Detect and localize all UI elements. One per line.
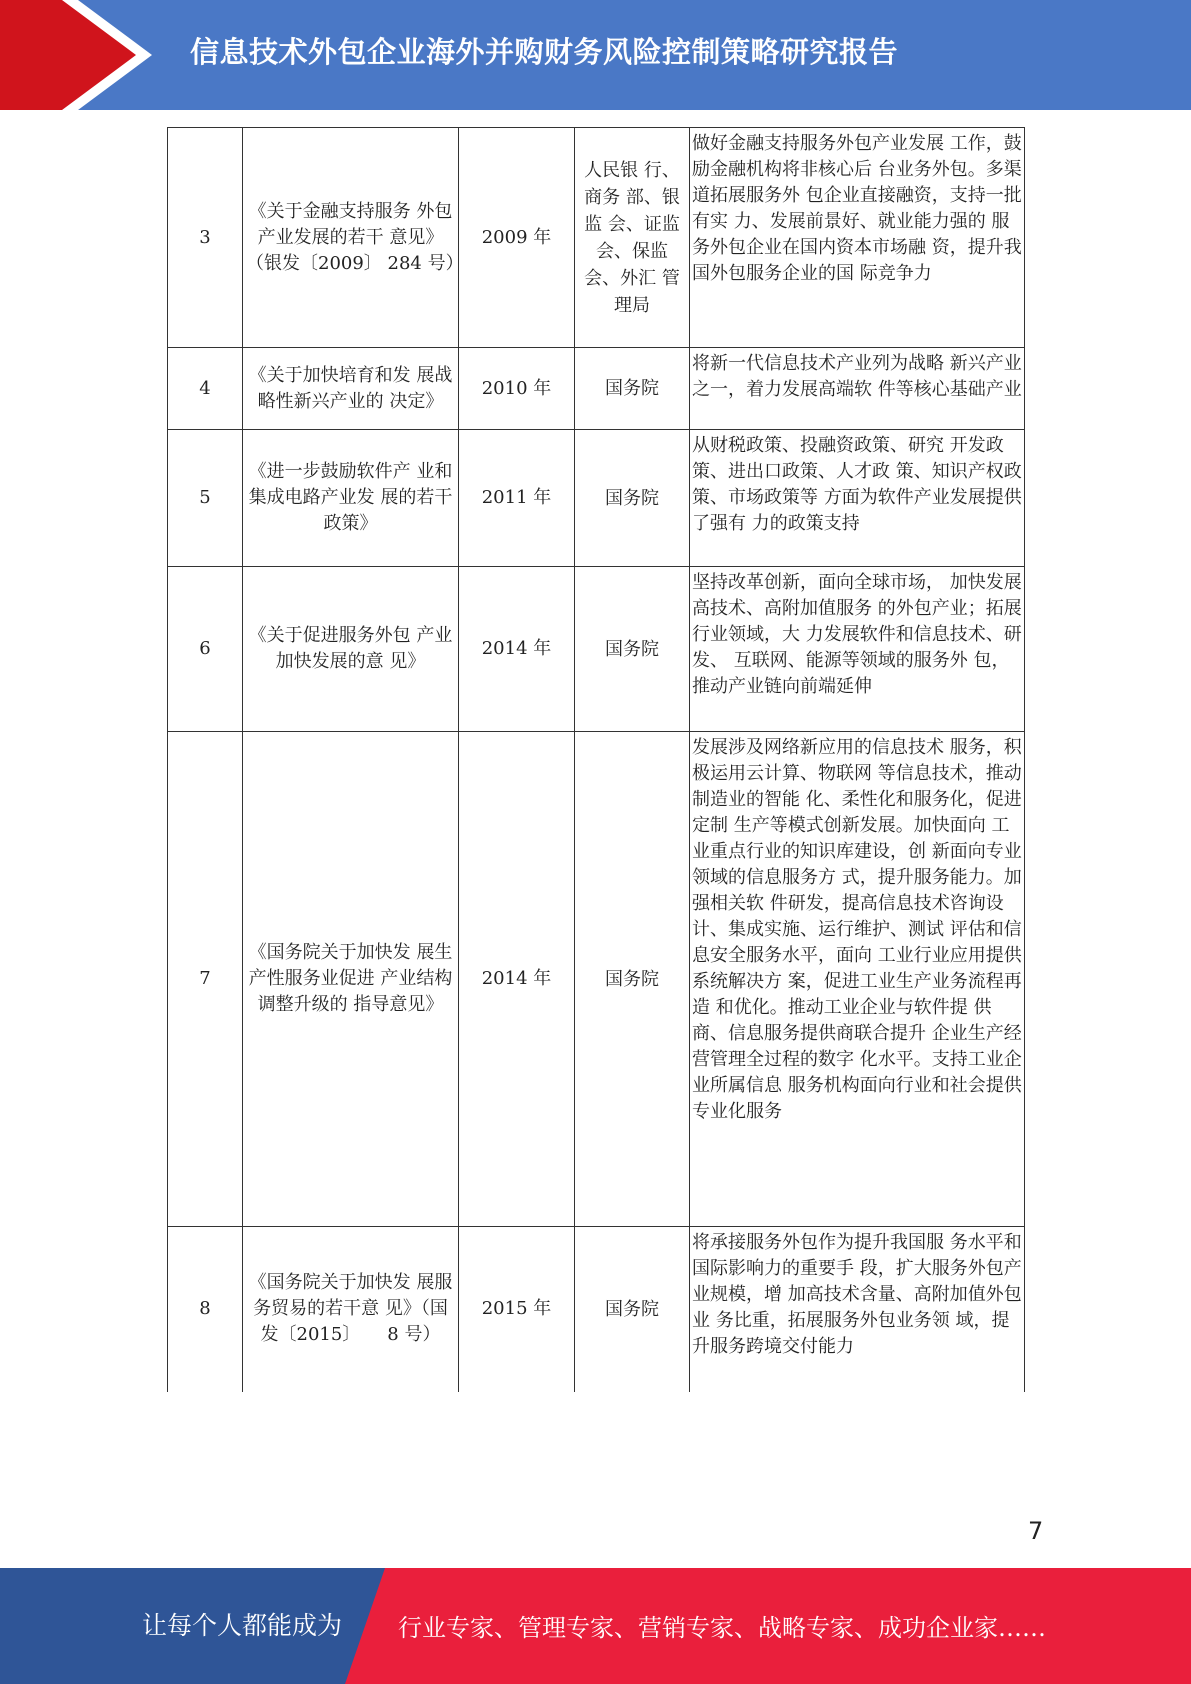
- policy-description: 做好金融支持服务外包产业发展 工作，鼓励金融机构将非核心后 台业务外包。多渠道拓展服务外 包企业直接融资，支持一批有实 力、发展前景好、就业能力强的 服务外包企业在国内资本市场融 资，提升我国外包服务企业的国 际竞争力: [690, 128, 1025, 348]
- policy-description: 发展涉及网络新应用的信息技术 服务，积极运用云计算、物联网 等信息技术，推动制造业的智能 化、柔性化和服务化，促进定制 生产等模式创新发展。加快面向 工业重点行业的知识库建设，创 新面向专业领域的信息服务方 式，提升服务能力。加强相关软 件研发，提高信息技术咨询设 计、集成实施、运行维护、测试 评估和信息安全服务水平，面向 工业行业应用提供系统解决方 案，促进工业生产业务流程再造 和优化。推动工业企业与软件提 供商、信息服务提供商联合提升 企业生产经营管理全过程的数字 化水平。支持工业企业所属信息 服务机构面向行业和社会提供专业化服务: [690, 732, 1025, 1227]
- footer-slogan-right: 行业专家、管理专家、营销专家、战略专家、成功企业家……: [398, 1614, 1046, 1642]
- row-number: 6: [168, 567, 243, 732]
- row-number: 5: [168, 430, 243, 567]
- policy-name: 《关于加快培育和发 展战略性新兴产业的 决定》: [243, 348, 459, 430]
- policy-table: [167, 127, 1024, 1392]
- policy-year: 2009 年: [459, 128, 575, 348]
- row-number: 3: [168, 128, 243, 348]
- policy-name: 《国务院关于加快发 展生产性服务业促进 产业结构调整升级的 指导意见》: [243, 732, 459, 1227]
- policy-name: 《关于金融支持服务 外包产业发展的若干 意见》（银发〔2009〕 284 号）: [243, 128, 459, 348]
- issuing-org: 国务院: [575, 430, 690, 567]
- footer-banner: [0, 1568, 1191, 1684]
- header-banner: [0, 0, 1191, 110]
- table-row: [168, 430, 1025, 567]
- issuing-org: 国务院: [575, 1227, 690, 1392]
- issuing-org: 人民银 行、商务 部、银监 会、证监 会、保监 会、外汇 管理局: [575, 128, 690, 348]
- header-red-arrow: [0, 0, 140, 110]
- issuing-org: 国务院: [575, 348, 690, 430]
- table-row: [168, 348, 1025, 430]
- policy-year: 2010 年: [459, 348, 575, 430]
- table-row: [168, 732, 1025, 1227]
- policy-description: 从财税政策、投融资政策、研究 开发政策、进出口政策、人才政 策、知识产权政策、市场政策等 方面为软件产业发展提供了强有 力的政策支持: [690, 430, 1025, 567]
- policy-description: 将新一代信息技术产业列为战略 新兴产业之一，着力发展高端软 件等核心基础产业: [690, 348, 1025, 430]
- policy-name: 《进一步鼓励软件产 业和集成电路产业发 展的若干政策》: [243, 430, 459, 567]
- issuing-org: 国务院: [575, 567, 690, 732]
- policy-year: 2014 年: [459, 732, 575, 1227]
- policy-name: 《关于促进服务外包 产业加快发展的意 见》: [243, 567, 459, 732]
- row-number: 7: [168, 732, 243, 1227]
- table-row: [168, 128, 1025, 348]
- policy-name: 《国务院关于加快发 展服务贸易的若干意 见》（国发〔2015〕 8 号）: [243, 1227, 459, 1392]
- page-title: 信息技术外包企业海外并购财务风险控制策略研究报告: [190, 35, 899, 69]
- policy-description: 坚持改革创新，面向全球市场， 加快发展高技术、高附加值服务 的外包产业；拓展行业领域，大 力发展软件和信息技术、研发、 互联网、能源等领域的服务外 包，推动产业链向前端延伸: [690, 567, 1025, 732]
- policy-year: 2015 年: [459, 1227, 575, 1392]
- row-number: 8: [168, 1227, 243, 1392]
- policy-year: 2014 年: [459, 567, 575, 732]
- table-row: [168, 1227, 1025, 1392]
- footer-slogan-left: 让每个人都能成为: [142, 1611, 343, 1640]
- page-number: 7: [1028, 1517, 1044, 1545]
- policy-year: 2011 年: [459, 430, 575, 567]
- policy-description: 将承接服务外包作为提升我国服 务水平和国际影响力的重要手 段，扩大服务外包产业规模，增 加高技术含量、高附加值外包业 务比重，拓展服务外包业务领 域，提升服务跨境交付能力: [690, 1227, 1025, 1392]
- table-row: [168, 567, 1025, 732]
- row-number: 4: [168, 348, 243, 430]
- issuing-org: 国务院: [575, 732, 690, 1227]
